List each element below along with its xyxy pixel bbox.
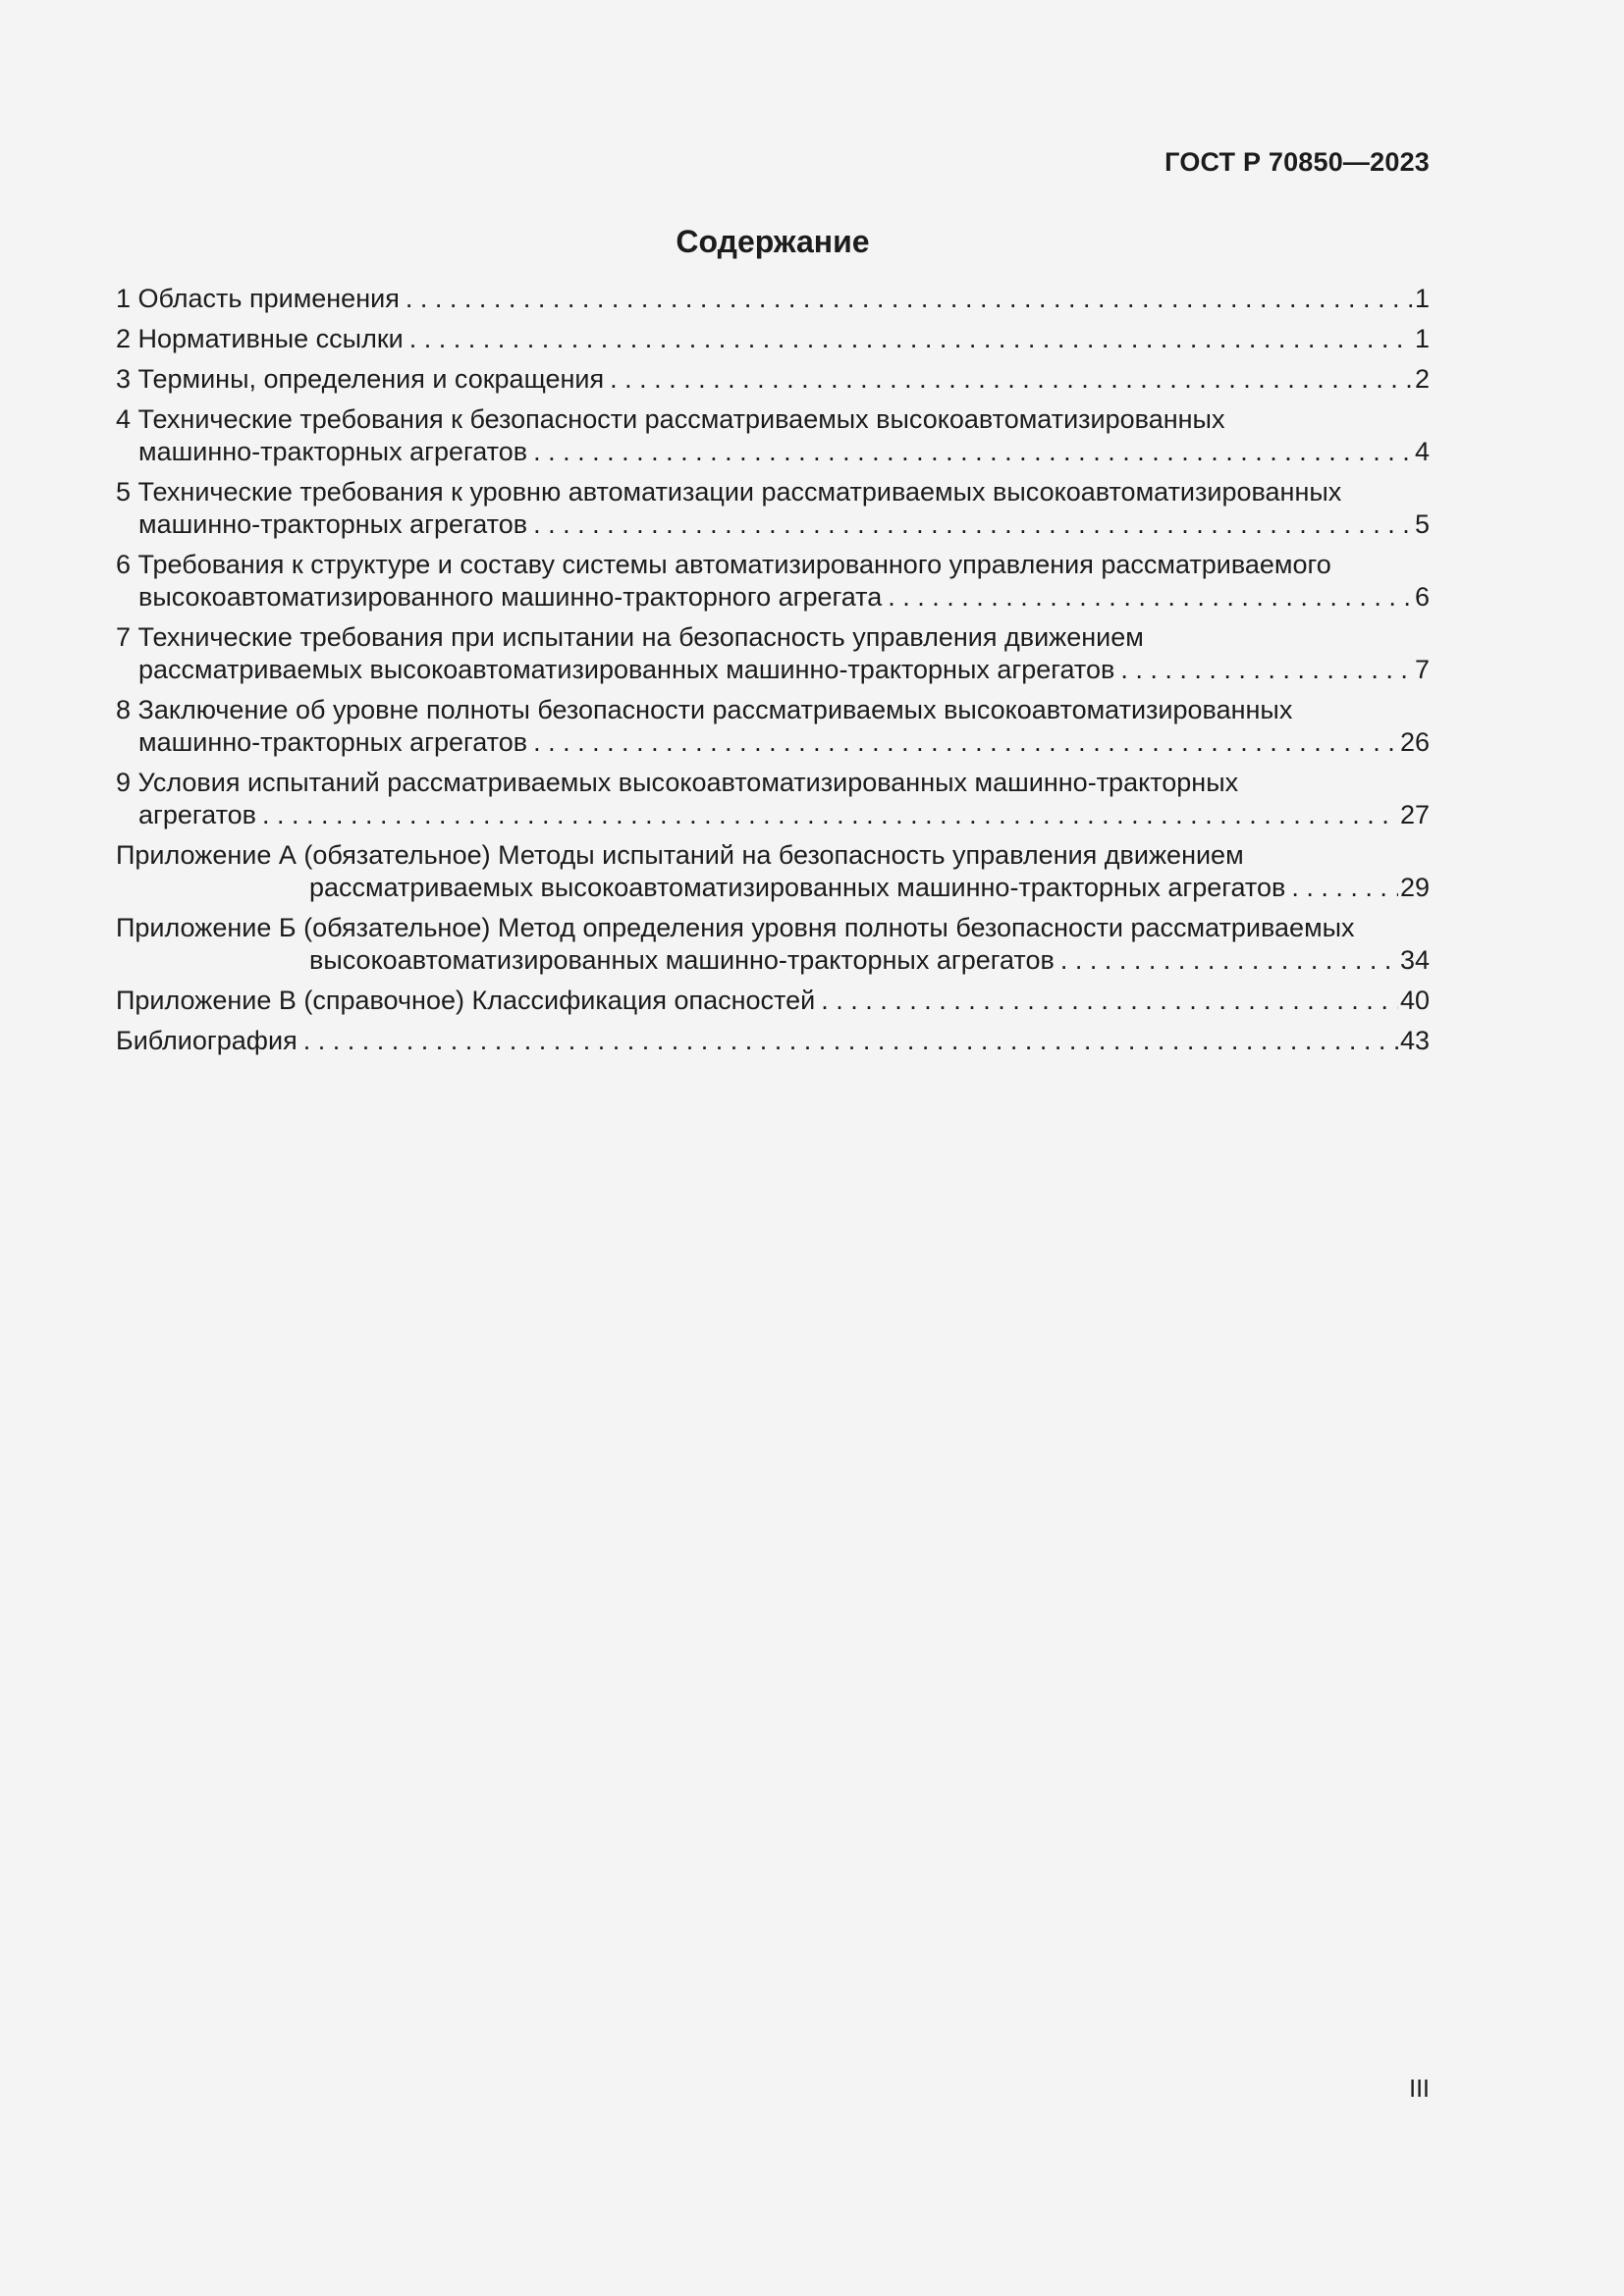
- toc-entry-title-cont: агрегатов: [138, 800, 256, 829]
- toc-leader-dots: [262, 799, 1398, 831]
- toc-entry-title-cont: рассматриваемых высокоавтоматизированных машинно-тракторных агрегатов: [309, 873, 1286, 902]
- toc-entry-title: 7 Технические требования при испытании на безопасность управления движением: [116, 622, 1144, 652]
- toc-entry-3[interactable]: [116, 363, 1430, 396]
- toc-entry-title-cont: машинно-тракторных агрегатов: [138, 437, 528, 466]
- toc-title: Содержание: [676, 224, 870, 259]
- toc-entry-7[interactable]: [116, 621, 1430, 686]
- toc-entry-page: 43: [1399, 1026, 1430, 1055]
- toc-leader-dots: [406, 283, 1413, 315]
- toc-leader-dots: [1120, 654, 1413, 686]
- toc-entry-9[interactable]: [116, 767, 1430, 831]
- toc-entry-title: Приложение Б (обязательное) Метод определения уровня полноты безопасности рассматриваемых: [116, 913, 1355, 942]
- toc-entry-title-cont: машинно-тракторных агрегатов: [138, 509, 528, 539]
- toc-entry-8[interactable]: [116, 694, 1430, 759]
- toc-leader-dots: [303, 1025, 1398, 1057]
- toc-entry-page: 34: [1399, 945, 1430, 975]
- toc-entry-page: 1: [1414, 284, 1430, 313]
- toc-entry-title: 3 Термины, определения и сокращения: [116, 364, 605, 394]
- toc-entry-page: 27: [1399, 800, 1430, 829]
- page-number: III: [1409, 2075, 1430, 2103]
- toc-leader-dots: [1060, 944, 1398, 977]
- toc-leader-dots: [888, 581, 1413, 614]
- toc-entry-page: 7: [1414, 655, 1430, 684]
- toc-entry-title: Библиография: [116, 1026, 298, 1055]
- toc-entry-appendix-a[interactable]: [116, 839, 1430, 904]
- toc-entry-2[interactable]: [116, 323, 1430, 355]
- toc-entry-4[interactable]: [116, 403, 1430, 468]
- toc-entry-title: 4 Технические требования к безопасности рассматриваемых высокоавтоматизированных: [116, 404, 1225, 434]
- document-code: ГОСТ Р 70850—2023: [1164, 147, 1430, 177]
- toc-leader-dots: [409, 323, 1413, 355]
- toc-entry-title: 8 Заключение об уровне полноты безопасности рассматриваемых высокоавтоматизированных: [116, 695, 1293, 724]
- toc-leader-dots: [610, 363, 1413, 396]
- table-of-contents: [116, 283, 1430, 1065]
- toc-entry-6[interactable]: [116, 549, 1430, 614]
- toc-leader-dots: [533, 508, 1413, 541]
- toc-leader-dots: [1291, 872, 1398, 904]
- toc-entry-title: 9 Условия испытаний рассматриваемых высокоавтоматизированных машинно-тракторных: [116, 768, 1239, 797]
- toc-entry-page: 26: [1399, 727, 1430, 757]
- toc-entry-page: 40: [1399, 986, 1430, 1015]
- toc-entry-title-cont: высокоавтоматизированного машинно-тракторного агрегата: [138, 582, 883, 612]
- toc-entry-title: Приложение А (обязательное) Методы испытаний на безопасность управления движением: [116, 840, 1244, 870]
- toc-entry-page: 6: [1414, 582, 1430, 612]
- toc-entry-page: 5: [1414, 509, 1430, 539]
- toc-entry-title-cont: высокоавтоматизированных машинно-тракторных агрегатов: [309, 945, 1055, 975]
- toc-entry-appendix-b[interactable]: [116, 912, 1430, 977]
- toc-entry-title-cont: рассматриваемых высокоавтоматизированных машинно-тракторных агрегатов: [138, 655, 1115, 684]
- toc-entry-title: 6 Требования к структуре и составу системы автоматизированного управления рассматриваемого: [116, 550, 1331, 579]
- toc-entry-appendix-v[interactable]: [116, 985, 1430, 1017]
- toc-entry-bibliography[interactable]: [116, 1025, 1430, 1057]
- toc-entry-page: 1: [1414, 324, 1430, 353]
- toc-entry-title: Приложение В (справочное) Классификация опасностей: [116, 986, 816, 1015]
- toc-entry-page: 4: [1414, 437, 1430, 466]
- toc-entry-page: 29: [1399, 873, 1430, 902]
- toc-leader-dots: [533, 726, 1398, 759]
- toc-entry-1[interactable]: [116, 283, 1430, 315]
- toc-entry-title-cont: машинно-тракторных агрегатов: [138, 727, 528, 757]
- toc-leader-dots: [821, 985, 1398, 1017]
- toc-entry-page: 2: [1414, 364, 1430, 394]
- toc-entry-5[interactable]: [116, 476, 1430, 541]
- toc-entry-title: 1 Область применения: [116, 284, 400, 313]
- toc-entry-title: 5 Технические требования к уровню автоматизации рассматриваемых высокоавтоматизированных: [116, 477, 1342, 507]
- toc-entry-title: 2 Нормативные ссылки: [116, 324, 404, 353]
- toc-leader-dots: [533, 436, 1413, 468]
